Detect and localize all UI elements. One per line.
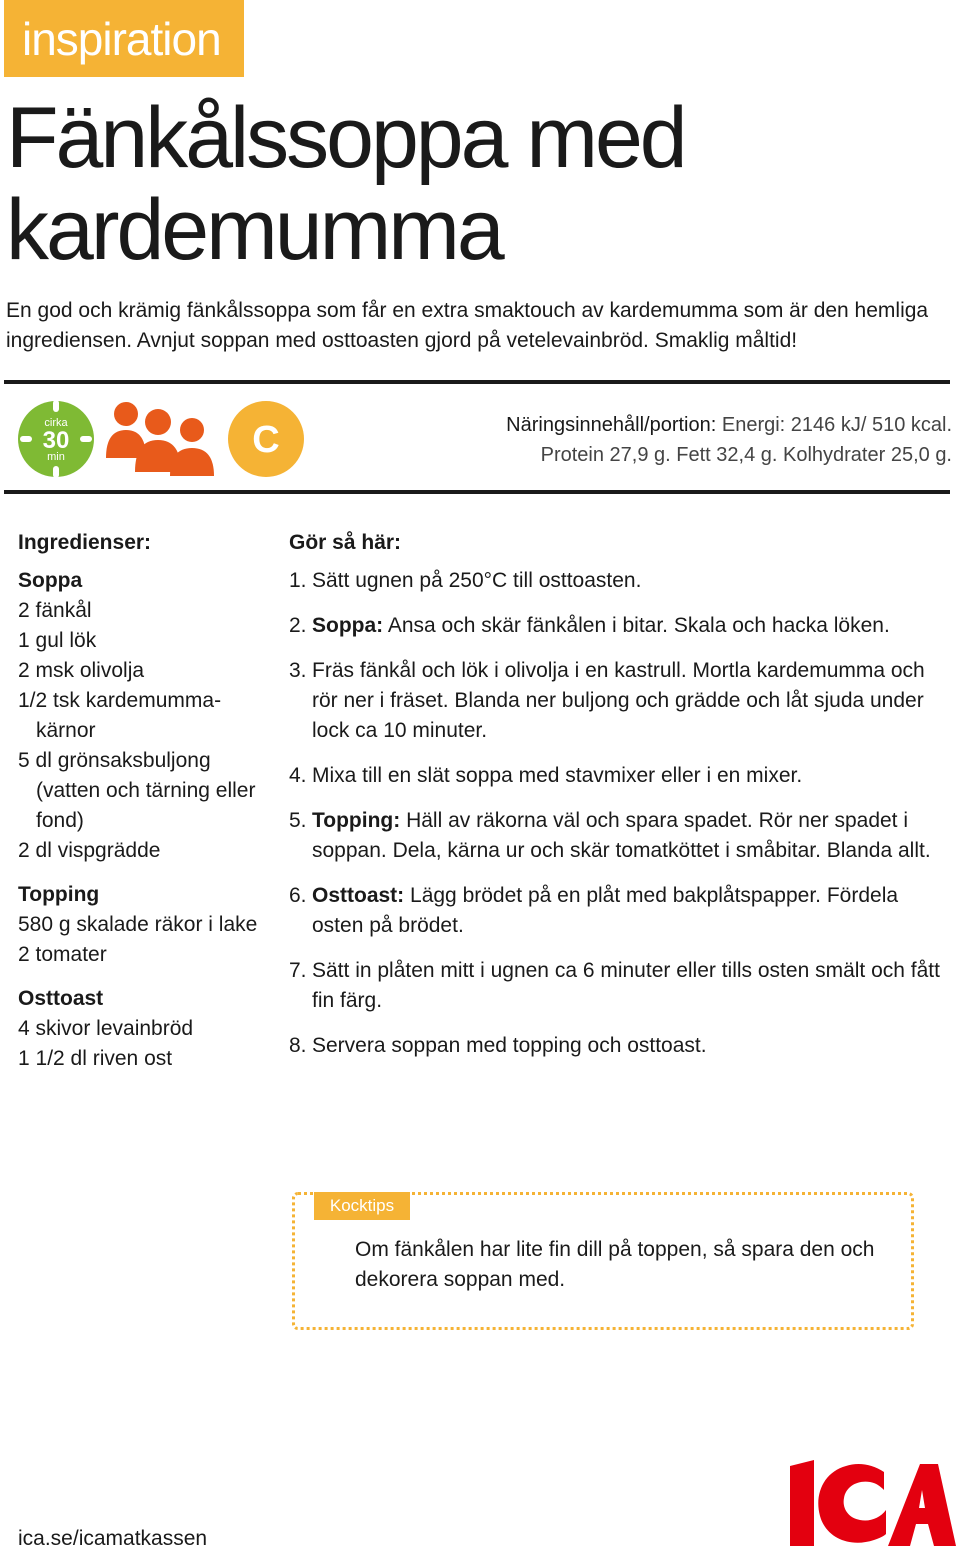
recipe-intro: En god och krämig fänkålssoppa som får en extra smaktouch av kardemumma som är den hemliga ingrediensen. Avnjut soppan med osttoasten gjord på vetelevainbröd. Smaklig måltid! xyxy=(6,299,929,352)
nutrition-label: Näringsinnehåll/portion: xyxy=(506,414,717,436)
step-number: 3. xyxy=(289,659,307,682)
method-step xyxy=(289,656,954,746)
ingredient-item: 1/2 tsk kardemumma-kärnor xyxy=(18,689,222,742)
method-step xyxy=(289,806,954,866)
ingredient-group-name: Osttoast xyxy=(18,987,104,1010)
chef-tip-box xyxy=(292,1192,914,1330)
price-class: C xyxy=(252,419,280,461)
ingredient-group-name: Soppa xyxy=(18,569,83,592)
step-text: Häll av räkorna väl och spara spadet. Rör ner spadet i soppan. Dela, kärna ur och skär tomatköttet i småbitar. Blanda allt. xyxy=(312,809,931,862)
step-number: 6. xyxy=(289,884,307,907)
ingredient-item: 2 msk olivolja xyxy=(18,659,145,682)
ingredient-item: 1 gul lök xyxy=(18,629,97,652)
step-number: 8. xyxy=(289,1034,307,1057)
step-text: Fräs fänkål och lök i olivolja i en kastrull. Mortla kardemumma och rör ner i fräset. Blanda ner buljong och grädde och låt sjuda under lock ca 10 minuter. xyxy=(312,659,925,742)
ingredient-item: 1 1/2 dl riven ost xyxy=(18,1047,173,1070)
category-banner xyxy=(4,0,244,77)
step-highlight: Soppa: xyxy=(312,614,384,637)
method-step xyxy=(289,611,954,641)
clock-badge-icon xyxy=(18,400,94,478)
people-group-icon xyxy=(106,402,214,476)
ingredients-column xyxy=(18,528,268,1088)
top-divider xyxy=(4,380,950,384)
step-highlight: Topping: xyxy=(312,809,401,832)
time-unit: min xyxy=(47,451,65,463)
recipe-badges xyxy=(18,398,318,480)
ingredient-group-name: Topping xyxy=(18,883,100,906)
ingredient-item: 2 tomater xyxy=(18,943,107,966)
nutrition-energy: Energi: 2146 kJ/ 510 kcal. xyxy=(721,414,952,436)
method-step xyxy=(289,761,954,791)
ingredient-group-osttoast xyxy=(18,984,268,1074)
footer-url[interactable]: ica.se/icamatkassen xyxy=(18,1527,208,1550)
nutrition-macros: Protein 27,9 g. Fett 32,4 g. Kolhydrater 25,0 g. xyxy=(540,444,952,466)
ingredient-item: 2 fänkål xyxy=(18,599,92,622)
method-heading: Gör så här: xyxy=(289,531,402,554)
step-number: 5. xyxy=(289,809,307,832)
recipe-title: Fänkålssoppa med kardemumma xyxy=(6,90,685,278)
ingredient-group-topping xyxy=(18,880,268,970)
price-class-icon xyxy=(228,401,304,477)
step-highlight: Osttoast: xyxy=(312,884,405,907)
step-number: 7. xyxy=(289,959,307,982)
ica-logo xyxy=(788,1460,956,1546)
category-label: inspiration xyxy=(22,13,221,65)
chef-tip-text: Om fänkålen har lite fin dill på toppen, så spara den och dekorera soppan med. xyxy=(355,1238,875,1291)
nutrition-info xyxy=(506,410,952,470)
step-number: 1. xyxy=(289,569,307,592)
step-number: 4. xyxy=(289,764,307,787)
step-text: Sätt ugnen på 250°C till osttoasten. xyxy=(312,569,642,592)
step-text: Ansa och skär fänkålen i bitar. Skala och hacka löken. xyxy=(383,614,890,637)
bottom-divider xyxy=(4,490,950,494)
ingredient-item: 580 g skalade räkor i lake xyxy=(18,913,258,936)
ingredient-group-soppa xyxy=(18,566,268,866)
chef-tip-label: Kocktips xyxy=(314,1192,410,1220)
method-step xyxy=(289,566,954,596)
method-step xyxy=(289,881,954,941)
step-text: Mixa till en slät soppa med stavmixer eller i en mixer. xyxy=(312,764,803,787)
ingredient-item: 4 skivor levainbröd xyxy=(18,1017,194,1040)
step-text: Lägg brödet på en plåt med bakplåtspapper. Fördela osten på brödet. xyxy=(312,884,899,937)
method-step xyxy=(289,956,954,1016)
step-text: Sätt in plåten mitt i ugnen ca 6 minuter eller tills osten smält och fått fin färg. xyxy=(312,959,940,1012)
time-value: 30 xyxy=(42,427,70,454)
method-column xyxy=(289,528,954,1076)
ingredient-item: 2 dl vispgrädde xyxy=(18,839,161,862)
step-number: 2. xyxy=(289,614,307,637)
ingredient-item: 5 dl grönsaksbuljong (vatten och tärning eller fond) xyxy=(18,749,256,832)
ingredients-heading: Ingredienser: xyxy=(18,531,152,554)
time-prefix: cirka xyxy=(44,417,68,429)
method-step xyxy=(289,1031,954,1061)
step-text: Servera soppan med topping och osttoast. xyxy=(312,1034,707,1057)
